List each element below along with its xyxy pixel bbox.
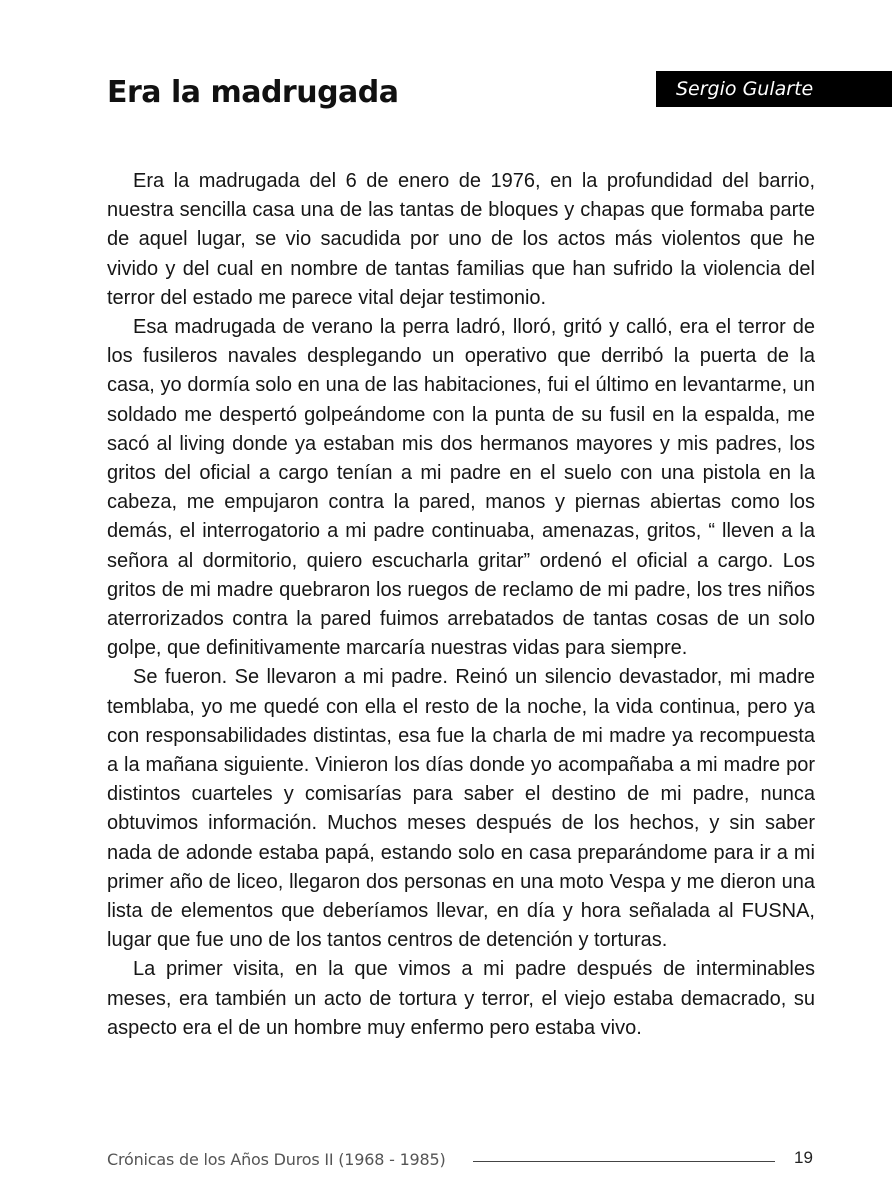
article-title: Era la madrugada xyxy=(107,75,399,110)
page-footer xyxy=(107,1148,815,1174)
page-number: 19 xyxy=(794,1148,813,1167)
paragraph: Se fueron. Se llevaron a mi padre. Reinó un silencio devastador, mi madre temblaba, yo me quedé con ella el resto de la noche, la vida continua, pero ya con responsabilidades distintas, esa fue la charla de mi madre ya recompuesta a la mañana siguiente. Vinieron los días donde yo acompañaba a mi madre por distintos cuarteles y comisarías para saber el destino de mi padre, nunca obtuvimos información. Muchos meses después de los hechos, y sin saber nada de adonde estaba papá, estando solo en casa preparándome para ir a mi primer año de liceo, llegaron dos personas en una moto Vespa y me dieron una lista de elementos que deberíamos llevar, en día y hora señalada al FUSNA, lugar que fue uno de los tantos centros de detención y torturas. xyxy=(107,666,815,952)
paragraph: La primer visita, en la que vimos a mi padre después de interminables meses, era también un acto de tortura y terror, el viejo estaba demacrado, su aspecto era el de un hombre muy enfermo pero estaba vivo. xyxy=(107,958,815,1039)
article-body xyxy=(107,167,815,1043)
author-banner xyxy=(656,71,892,107)
book-title: Crónicas de los Años Duros II (1968 - 1985) xyxy=(107,1150,446,1169)
footer-divider xyxy=(473,1161,775,1162)
paragraph: Esa madrugada de verano la perra ladró, lloró, gritó y calló, era el terror de los fusileros navales desplegando un operativo que derribó la puerta de la casa, yo dormía solo en una de las habitaciones, fui el último en levantarme, un soldado me despertó golpeándome con la punta de su fusil en la espalda, me sacó al living donde ya estaban mis dos hermanos mayores y mis padres, los gritos del oficial a cargo tenían a mi padre en el suelo con una pistola en la cabeza, me empujaron contra la pared, manos y piernas abiertas como los demás, el interrogatorio a mi padre continuaba, amenazas, gritos, “ lleven a la señora al dormitorio, quiero escucharla gritar” ordenó el oficial a cargo. Los gritos de mi madre quebraron los ruegos de reclamo de mi padre, los tres niños aterrorizados contra la pared fuimos arrebatados de tantas cosas de un solo golpe, que definitivamente marcaría nuestras vidas para siempre. xyxy=(107,316,815,660)
author-name: Sergio Gularte xyxy=(676,78,814,100)
paragraph: Era la madrugada del 6 de enero de 1976, en la profundidad del barrio, nuestra sencilla casa una de las tantas de bloques y chapas que formaba parte de aquel lugar, se vio sacudida por uno de los actos más violentos que he vivido y del cual en nombre de tantas familias que han sufrido la violencia del terror del estado me parece vital dejar testimonio. xyxy=(107,170,815,309)
